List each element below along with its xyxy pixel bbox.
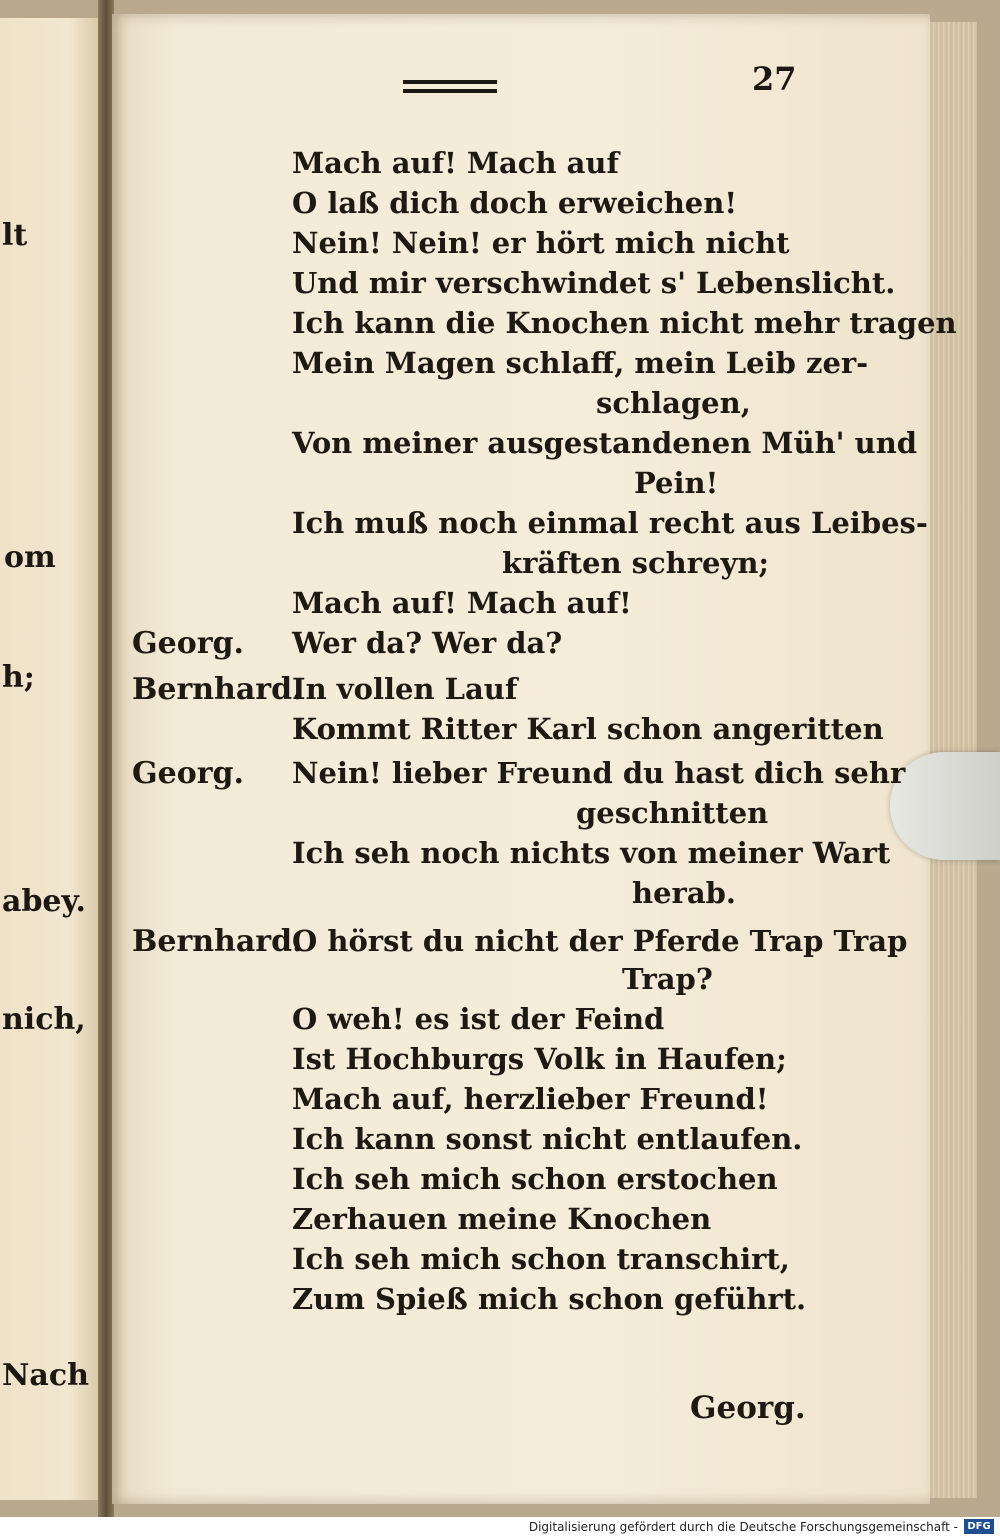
verse-line: Wer da? Wer da? xyxy=(292,626,563,660)
verse-line: herab. xyxy=(632,876,736,910)
page-number: 27 xyxy=(752,60,797,98)
verse-line: schlagen, xyxy=(596,386,751,420)
left-page-fragment: nich, xyxy=(2,1002,86,1037)
verse-line: Pein! xyxy=(634,466,719,500)
speaker-label: Georg. xyxy=(132,626,244,661)
verse-line: Von meiner ausgestandenen Müh' und xyxy=(292,426,918,460)
left-page-fragment: Nach xyxy=(2,1358,89,1393)
verse-line: Mein Magen schlaff, mein Leib zer- xyxy=(292,346,869,380)
left-page xyxy=(0,18,102,1500)
verse-line: In vollen Lauf xyxy=(292,672,518,706)
verse-line: Und mir verschwindet s' Lebenslicht. xyxy=(292,266,896,300)
verse-line: O hörst du nicht der Pferde Trap Trap xyxy=(292,924,908,958)
verse-line: Ich kann die Knochen nicht mehr tragen xyxy=(292,306,957,340)
catchword: Georg. xyxy=(690,1390,806,1426)
verse-line: kräften schreyn; xyxy=(502,546,770,580)
verse-line: Ich seh noch nichts von meiner Wart xyxy=(292,836,891,870)
verse-line: Mach auf, herzlieber Freund! xyxy=(292,1082,769,1116)
verse-line: Trap? xyxy=(622,962,713,996)
verse-line: O weh! es ist der Feind xyxy=(292,1002,665,1036)
footer-credit: Digitalisierung gefördert durch die Deutsche Forschungsgemeinschaft - xyxy=(528,1520,958,1534)
verse-line: geschnitten xyxy=(576,796,769,830)
verse-line: Zum Spieß mich schon geführt. xyxy=(292,1282,807,1316)
left-page-fragment: om xyxy=(4,540,56,575)
verse-line: Mach auf! Mach auf! xyxy=(292,586,632,620)
verse-line: Ich muß noch einmal recht aus Leibes- xyxy=(292,506,928,540)
verse-line: Ich seh mich schon transchirt, xyxy=(292,1242,790,1276)
speaker-label: Georg. xyxy=(132,756,244,791)
verse-line: O laß dich doch erweichen! xyxy=(292,186,738,220)
verse-line: Ist Hochburgs Volk in Haufen; xyxy=(292,1042,787,1076)
verse-line: Ich seh mich schon erstochen xyxy=(292,1162,778,1196)
dfg-logo-icon: DFG xyxy=(964,1519,994,1534)
speaker-label: Bernhard. xyxy=(132,672,303,707)
left-page-fragment: lt xyxy=(2,218,28,253)
verse-line: Nein! lieber Freund du hast dich sehr xyxy=(292,756,906,790)
left-page-fragment: h; xyxy=(2,660,35,695)
verse-line: Kommt Ritter Karl schon angeritten xyxy=(292,712,884,746)
verse-line: Zerhauen meine Knochen xyxy=(292,1202,712,1236)
verse-line: Mach auf! Mach auf xyxy=(292,146,619,180)
bookmark-tab xyxy=(890,752,1000,860)
verse-line: Nein! Nein! er hört mich nicht xyxy=(292,226,790,260)
verse-line: Ich kann sonst nicht entlaufen. xyxy=(292,1122,803,1156)
left-page-fragment: abey. xyxy=(2,884,86,919)
speaker-label: Bernhard. xyxy=(132,924,303,959)
